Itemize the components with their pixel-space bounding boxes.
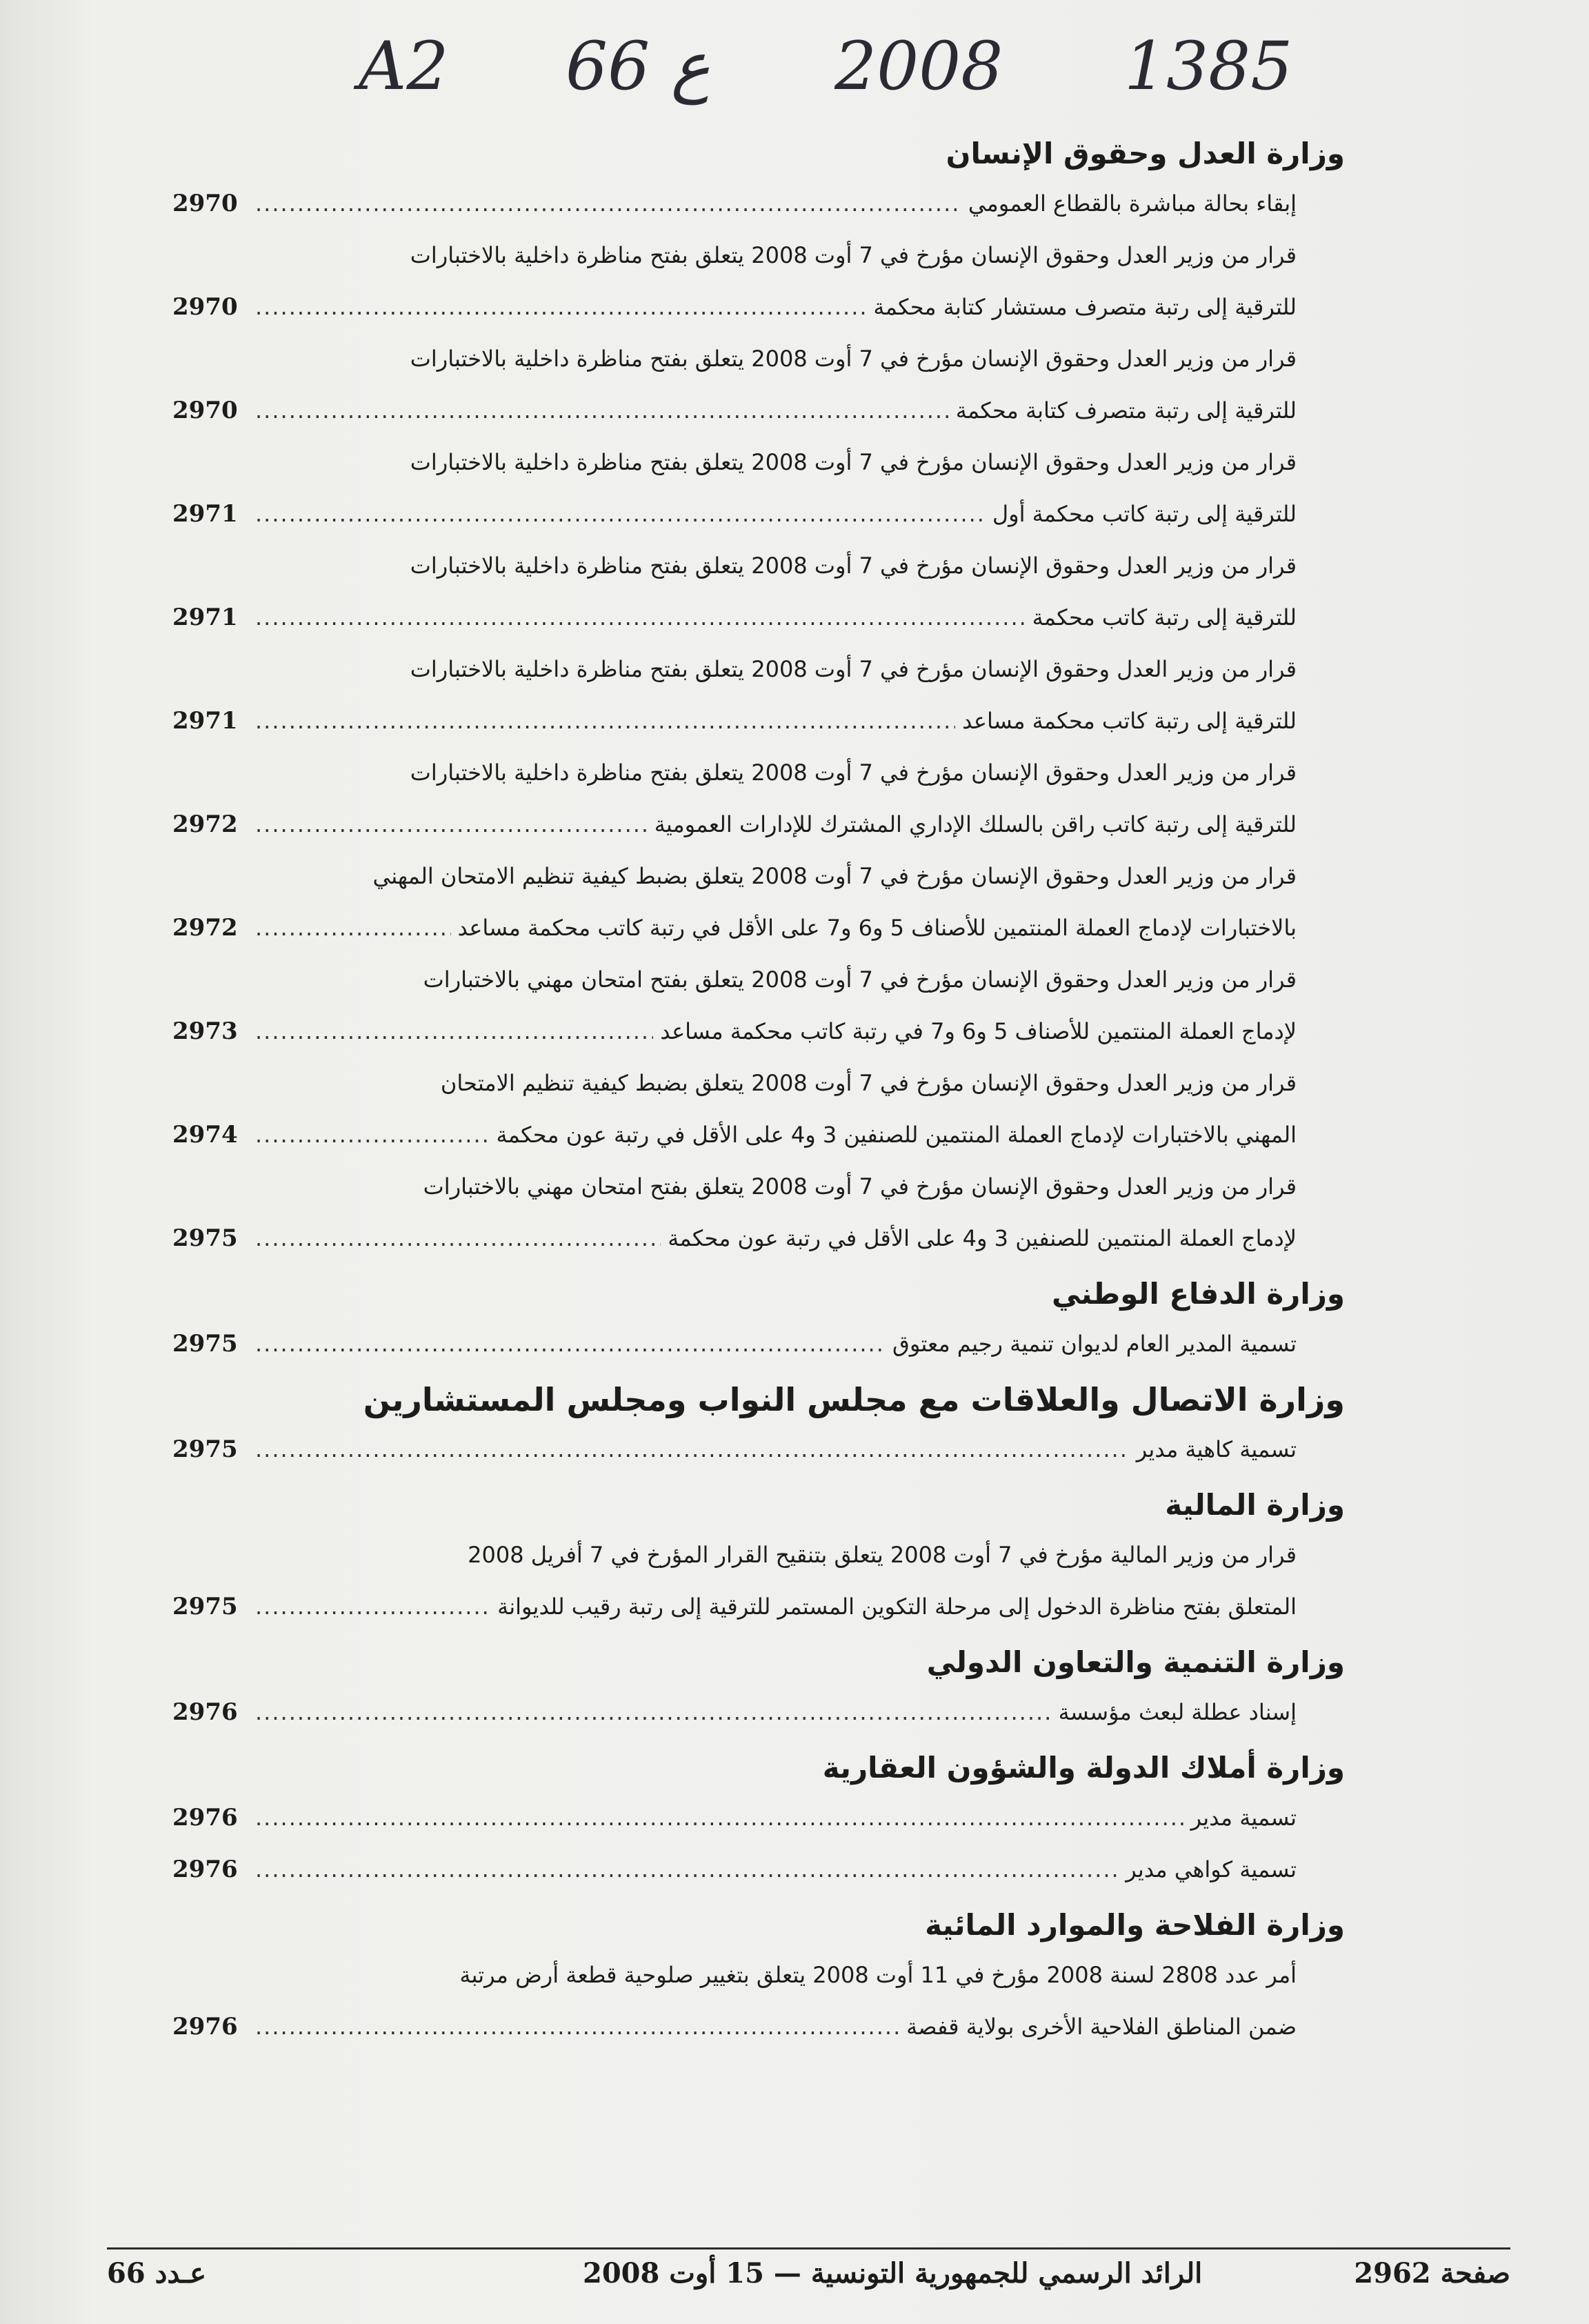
toc-page-number: 2975: [172, 1436, 238, 1463]
toc-entry-line: [172, 230, 1297, 281]
toc-entry-line: [172, 644, 1297, 695]
issue-number: عـدد 66: [107, 2257, 206, 2290]
toc-entry[interactable]: [172, 230, 1345, 333]
toc-entry-line: [172, 333, 1297, 385]
section-title: وزارة الدفاع الوطني: [1052, 1277, 1345, 1311]
toc-entry-text: للترقية إلى رتبة كاتب محكمة: [1032, 604, 1297, 630]
dot-leader: [255, 1109, 489, 1161]
toc-entry-line: [172, 1057, 1297, 1109]
toc-entry-text: قرار من وزير العدل وحقوق الإنسان مؤرخ في 7 أوت 2008 يتعلق بفتح مناظرة داخلية بالاختبارات: [410, 656, 1297, 682]
toc-entry[interactable]: [172, 1687, 1345, 1738]
toc-entry-text: للترقية إلى رتبة كاتب محكمة مساعد: [962, 708, 1297, 734]
dot-leader: [255, 488, 986, 540]
toc-entry[interactable]: [172, 178, 1345, 230]
dot-leader: [255, 178, 961, 230]
toc-entry[interactable]: [172, 1949, 1345, 2053]
section-title: وزارة الفلاحة والموارد المائية: [925, 1908, 1345, 1942]
toc-entry-text: ضمن المناطق الفلاحية الأخرى بولاية قفصة: [906, 2014, 1297, 2040]
dot-leader: [255, 592, 1026, 644]
toc-entry-text: إسناد عطلة لبعث مؤسسة: [1058, 1699, 1297, 1725]
handwritten-note: 66 ع: [566, 28, 710, 105]
toc-entry-text: قرار من وزير العدل وحقوق الإنسان مؤرخ في 7 أوت 2008 يتعلق بفتح مناظرة داخلية بالاختبارات: [410, 759, 1297, 786]
dot-leader: [255, 799, 648, 851]
toc-entry-text: قرار من وزير العدل وحقوق الإنسان مؤرخ في 7 أوت 2008 يتعلق بفتح مناظرة داخلية بالاختبارات: [410, 242, 1297, 268]
dot-leader: [255, 385, 949, 437]
section-title: وزارة الاتصال والعلاقات مع مجلس النواب ومجلس المستشارين: [363, 1381, 1345, 1418]
toc-page-number: 2975: [172, 1330, 238, 1358]
toc-entry[interactable]: [172, 1844, 1345, 1896]
toc-entry-line: [172, 592, 1297, 644]
toc-entry-line: [172, 954, 1297, 1006]
toc-entry-line: [172, 747, 1297, 799]
toc-entry-text: بالاختبارات لإدماج العملة المنتمين للأصناف 5 و6 و7 على الأقل في رتبة كاتب محكمة مساعد: [457, 915, 1297, 941]
dot-leader: [255, 1006, 653, 1057]
toc-page-number: 2973: [172, 1017, 238, 1045]
toc-page-number: 2976: [172, 2013, 238, 2040]
toc-page-number: 2974: [172, 1121, 238, 1149]
toc-page-number: 2971: [172, 604, 238, 631]
toc-entry-line: [172, 799, 1297, 851]
toc-entry-text: للترقية إلى رتبة كاتب محكمة أول: [992, 501, 1297, 527]
section-title: وزارة التنمية والتعاون الدولي: [926, 1645, 1345, 1679]
toc-entry-line: [172, 1109, 1297, 1161]
table-of-contents: [172, 124, 1345, 2053]
toc-entry-line: [172, 2001, 1297, 2053]
toc-entry-text: إبقاء بحالة مباشرة بالقطاع العمومي: [968, 190, 1297, 217]
toc-page-number: 2972: [172, 811, 238, 838]
toc-entry-text: قرار من وزير العدل وحقوق الإنسان مؤرخ في 7 أوت 2008 يتعلق بفتح مناظرة داخلية بالاختبارات: [410, 553, 1297, 579]
handwritten-note: 2008: [835, 28, 1003, 105]
toc-entry-line: [172, 1161, 1297, 1213]
dot-leader: [255, 1213, 661, 1264]
toc-entry-line: [172, 437, 1297, 488]
section-title: وزارة أملاك الدولة والشؤون العقارية: [822, 1751, 1345, 1785]
toc-page-number: 2970: [172, 293, 238, 321]
dot-leader: [255, 1318, 886, 1370]
toc-entry-line: [172, 1949, 1297, 2001]
toc-entry[interactable]: [172, 333, 1345, 437]
toc-entry-line: [172, 385, 1297, 437]
dot-leader: [255, 695, 955, 747]
toc-page-number: 2970: [172, 190, 238, 217]
toc-entry-text: قرار من وزير العدل وحقوق الإنسان مؤرخ في 7 أوت 2008 يتعلق بضبط كيفية تنظيم الامتحان: [440, 1070, 1297, 1096]
toc-entry-line: [172, 1318, 1297, 1370]
toc-entry[interactable]: [172, 954, 1345, 1057]
toc-entry-text: قرار من وزير العدل وحقوق الإنسان مؤرخ في 7 أوت 2008 يتعلق بفتح مناظرة داخلية بالاختبارات: [410, 346, 1297, 372]
toc-entry-line: [172, 1792, 1297, 1844]
toc-entry[interactable]: [172, 1057, 1345, 1161]
toc-entry-line: [172, 851, 1297, 902]
toc-entry-text: قرار من وزير العدل وحقوق الإنسان مؤرخ في 7 أوت 2008 يتعلق بفتح مناظرة داخلية بالاختبارات: [410, 449, 1297, 475]
toc-entry[interactable]: [172, 644, 1345, 747]
toc-entry-line: [172, 1213, 1297, 1264]
toc-entry-line: [172, 1424, 1297, 1476]
toc-entry-text: للترقية إلى رتبة كاتب راقن بالسلك الإداري المشترك للإدارات العمومية: [654, 811, 1297, 837]
toc-entry-line: [172, 1529, 1297, 1581]
toc-entry-line: [172, 178, 1297, 230]
toc-entry-line: [172, 488, 1297, 540]
toc-page-number: 2970: [172, 397, 238, 424]
toc-entry-text: تسمية المدير العام لديوان تنمية رجيم معتوق: [892, 1331, 1297, 1357]
dot-leader: [255, 2001, 899, 2053]
toc-entry-line: [172, 1687, 1297, 1738]
toc-entry-text: قرار من وزير المالية مؤرخ في 7 أوت 2008 يتعلق بتنقيح القرار المؤرخ في 7 أفريل 2008: [468, 1542, 1297, 1568]
dot-leader: [255, 1424, 1130, 1476]
journal-title-date: الرائد الرسمي للجمهورية التونسية — 15 أوت 2008: [583, 2257, 1203, 2290]
section-title: وزارة العدل وحقوق الإنسان: [946, 137, 1345, 170]
toc-entry[interactable]: [172, 437, 1345, 540]
toc-entry[interactable]: [172, 851, 1345, 954]
toc-page-number: 2976: [172, 1698, 238, 1726]
toc-entry[interactable]: [172, 1318, 1345, 1370]
handwritten-annotation: [0, 21, 1589, 110]
page-footer: [107, 2257, 1510, 2298]
toc-entry-text: قرار من وزير العدل وحقوق الإنسان مؤرخ في 7 أوت 2008 يتعلق بفتح امتحان مهني بالاختبارات: [423, 966, 1297, 993]
dot-leader: [255, 1687, 1052, 1738]
toc-entry-text: للترقية إلى رتبة متصرف مستشار كتابة محكمة: [873, 294, 1297, 320]
dot-leader: [255, 281, 866, 333]
toc-entry-line: [172, 1006, 1297, 1057]
toc-entry-line: [172, 695, 1297, 747]
toc-entry-text: المهني بالاختبارات لإدماج العملة المنتمين للصنفين 3 و4 على الأقل في رتبة عون محكمة: [496, 1122, 1297, 1148]
section-title: وزارة المالية: [1165, 1488, 1345, 1522]
toc-entry[interactable]: [172, 1792, 1345, 1844]
toc-page-number: 2971: [172, 500, 238, 528]
toc-entry-text: قرار من وزير العدل وحقوق الإنسان مؤرخ في 7 أوت 2008 يتعلق بضبط كيفية تنظيم الامتحان المهني: [372, 863, 1297, 889]
dot-leader: [255, 1844, 1119, 1896]
toc-entry-line: [172, 902, 1297, 954]
toc-entry-text: لإدماج العملة المنتمين للأصناف 5 و6 و7 في رتبة كاتب محكمة مساعد: [660, 1018, 1297, 1044]
toc-entry-line: [172, 281, 1297, 333]
toc-page-number: 2975: [172, 1224, 238, 1252]
toc-entry-text: المتعلق بفتح مناظرة الدخول إلى مرحلة التكوين المستمر للترقية إلى رتبة رقيب للديوانة: [497, 1593, 1297, 1620]
dot-leader: [255, 1581, 490, 1633]
footer-divider: [107, 2247, 1510, 2249]
toc-page-number: 2975: [172, 1593, 238, 1620]
dot-leader: [255, 1792, 1184, 1844]
toc-entry-text: قرار من وزير العدل وحقوق الإنسان مؤرخ في 7 أوت 2008 يتعلق بفتح امتحان مهني بالاختبارات: [423, 1173, 1297, 1200]
toc-entry-text: للترقية إلى رتبة متصرف كتابة محكمة: [955, 397, 1297, 424]
toc-entry[interactable]: [172, 540, 1345, 644]
toc-page-number: 2971: [172, 707, 238, 735]
dot-leader: [255, 902, 451, 954]
toc-entry[interactable]: [172, 1424, 1345, 1476]
toc-entry[interactable]: [172, 747, 1345, 851]
toc-entry-text: تسمية مدير: [1190, 1805, 1297, 1831]
handwritten-note: 1385: [1124, 28, 1293, 105]
toc-page-number: 2972: [172, 914, 238, 942]
toc-entry-text: أمر عدد 2808 لسنة 2008 مؤرخ في 11 أوت 2008 يتعلق بتغيير صلوحية قطعة أرض مرتبة: [459, 1962, 1297, 1988]
toc-page-number: 2976: [172, 1856, 238, 1883]
toc-page-number: 2976: [172, 1804, 238, 1831]
handwritten-note: A2: [359, 28, 449, 105]
toc-entry-line: [172, 1581, 1297, 1633]
page-number: صفحة 2962: [1354, 2257, 1510, 2290]
toc-entry[interactable]: [172, 1161, 1345, 1264]
toc-entry-text: لإدماج العملة المنتمين للصنفين 3 و4 على الأقل في رتبة عون محكمة: [668, 1225, 1297, 1251]
toc-entry-line: [172, 1844, 1297, 1896]
toc-entry-text: تسمية كاهية مدير: [1136, 1436, 1297, 1462]
toc-entry-text: تسمية كواهي مدير: [1126, 1856, 1297, 1883]
toc-entry[interactable]: [172, 1529, 1345, 1633]
toc-entry-line: [172, 540, 1297, 592]
